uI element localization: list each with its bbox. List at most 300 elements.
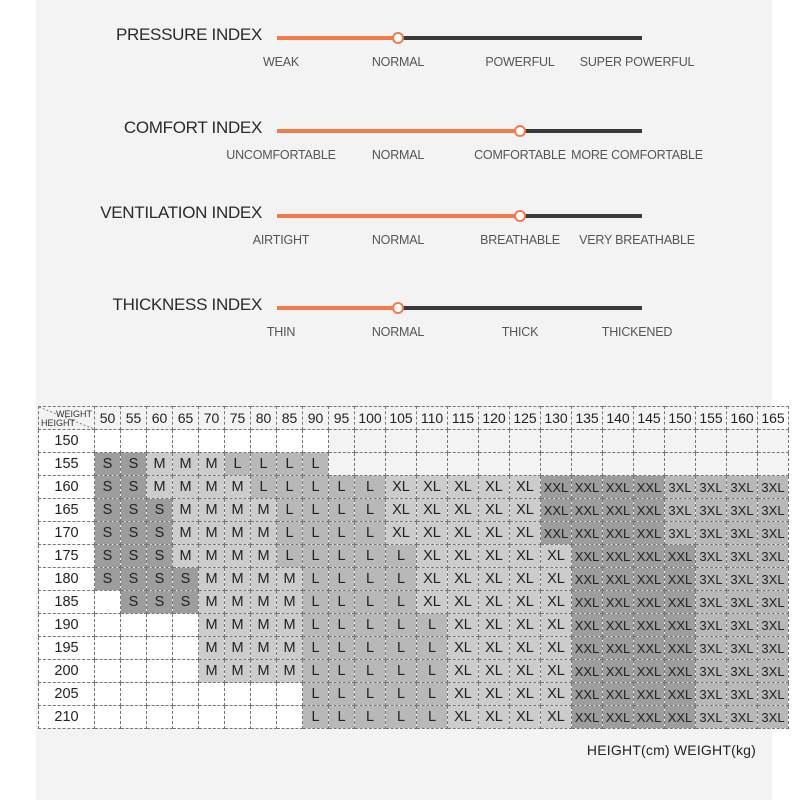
index-fill [277,36,398,40]
height-cell: 150 [39,430,95,453]
size-cell: M [225,568,251,591]
size-cell: L [303,545,329,568]
weight-header-cell: 155 [696,407,727,430]
weight-header-cell: 50 [95,407,121,430]
size-cell: S [95,499,121,522]
size-cell: XL [448,614,479,637]
weight-header-cell: 55 [121,407,147,430]
index-track [277,214,642,218]
size-cell: 3XL [696,591,727,614]
size-cell: L [329,568,355,591]
size-cell: 3XL [727,683,758,706]
size-cell: XXL [665,614,696,637]
size-cell: XXL [572,522,603,545]
size-cell [95,591,121,614]
size-cell: XL [417,591,448,614]
size-cell [541,453,572,476]
weight-header-cell: 115 [448,407,479,430]
size-cell [634,430,665,453]
weight-header-cell: 70 [199,407,225,430]
size-cell: L [303,706,329,729]
size-cell [121,430,147,453]
size-cell [758,453,789,476]
size-cell [251,430,277,453]
weight-header-cell: 135 [572,407,603,430]
size-cell: L [303,476,329,499]
size-cell: M [277,637,303,660]
size-cell [173,683,199,706]
size-cell: XL [479,660,510,683]
size-cell [225,706,251,729]
index-track [277,129,642,133]
size-cell: 3XL [696,660,727,683]
size-cell: L [251,476,277,499]
size-cell: 3XL [727,545,758,568]
size-cell: L [303,453,329,476]
height-cell: 200 [39,660,95,683]
size-cell [95,430,121,453]
size-cell: XXL [572,499,603,522]
size-cell: L [329,637,355,660]
size-cell: XL [386,499,417,522]
size-cell: M [251,499,277,522]
index-level-label: UNCOMFORTABLE [226,148,336,162]
size-cell: 3XL [758,522,789,545]
size-cell: XL [541,660,572,683]
size-cell: L [386,568,417,591]
size-cell: XL [479,614,510,637]
size-cell: XXL [541,522,572,545]
size-cell: XL [510,683,541,706]
size-cell: M [199,591,225,614]
weight-header-cell: 85 [277,407,303,430]
height-cell: 175 [39,545,95,568]
size-cell: L [355,660,386,683]
size-cell [727,453,758,476]
size-cell: M [199,499,225,522]
height-cell: 155 [39,453,95,476]
size-cell: XXL [572,637,603,660]
size-cell: M [225,660,251,683]
size-cell: M [199,637,225,660]
size-cell: M [251,545,277,568]
size-cell: M [225,591,251,614]
size-cell [572,453,603,476]
size-cell: XXL [665,545,696,568]
size-cell: XXL [603,476,634,499]
size-cell: XXL [572,706,603,729]
size-cell: S [121,591,147,614]
size-cell: XXL [634,637,665,660]
size-cell [277,430,303,453]
size-cell: 3XL [727,706,758,729]
size-cell: XL [541,545,572,568]
index-level-label: NORMAL [371,55,425,69]
size-cell: L [329,499,355,522]
table-row [39,614,789,637]
size-cell [225,430,251,453]
size-cell [603,453,634,476]
size-cell: XL [448,591,479,614]
size-cell: M [147,476,173,499]
index-marker [392,302,404,314]
size-cell: XL [417,499,448,522]
size-cell: XL [541,683,572,706]
size-cell: L [355,568,386,591]
size-cell: S [121,522,147,545]
size-cell: M [199,660,225,683]
size-cell: L [355,545,386,568]
size-cell: 3XL [696,568,727,591]
size-cell: 3XL [758,637,789,660]
index-level-label: COMFORTABLE [474,148,566,162]
size-cell: XL [417,522,448,545]
size-cell: S [147,591,173,614]
size-cell: M [277,568,303,591]
weight-header-cell: 60 [147,407,173,430]
size-cell: 3XL [696,545,727,568]
size-cell [479,453,510,476]
size-cell: 3XL [758,706,789,729]
size-cell [510,430,541,453]
height-cell: 185 [39,591,95,614]
size-cell: L [329,591,355,614]
index-level-label: NORMAL [371,233,425,247]
size-cell: M [199,545,225,568]
size-cell: L [417,660,448,683]
index-level-label: AIRTIGHT [252,233,310,247]
size-cell [121,683,147,706]
size-cell: XXL [603,660,634,683]
size-cell: XL [510,706,541,729]
size-cell: S [147,499,173,522]
size-cell: 3XL [758,660,789,683]
corner-weight-label: WEIGHT [56,409,92,419]
size-cell: L [277,453,303,476]
size-cell: L [417,683,448,706]
size-cell: 3XL [758,476,789,499]
size-cell: L [329,683,355,706]
size-cell: XL [417,476,448,499]
table-row [39,545,789,568]
size-cell: M [199,568,225,591]
table-corner [39,407,95,430]
size-cell: XL [386,522,417,545]
size-cell: L [303,637,329,660]
size-cell: L [386,545,417,568]
index-row [0,295,800,355]
size-cell: M [173,476,199,499]
corner-height-label: HEIGHT [41,418,76,428]
weight-header-cell: 120 [479,407,510,430]
size-cell: 3XL [696,499,727,522]
size-cell: L [329,545,355,568]
size-cell [448,453,479,476]
size-cell: XL [479,568,510,591]
size-cell: XXL [634,476,665,499]
size-cell: L [417,637,448,660]
size-cell: 3XL [727,637,758,660]
size-cell: 3XL [696,706,727,729]
size-cell: L [417,614,448,637]
size-cell: XL [479,637,510,660]
size-cell [147,614,173,637]
size-cell: 3XL [727,476,758,499]
table-row [39,568,789,591]
size-cell: L [355,706,386,729]
weight-header-cell: 75 [225,407,251,430]
size-cell: M [251,660,277,683]
size-cell: L [329,706,355,729]
size-cell: M [147,453,173,476]
size-cell: XXL [634,545,665,568]
weight-header-cell: 125 [510,407,541,430]
size-cell: XL [448,660,479,683]
index-level-label: NORMAL [371,325,425,339]
size-cell: XL [510,637,541,660]
size-cell: XXL [572,660,603,683]
size-cell [417,430,448,453]
size-cell: XXL [603,568,634,591]
size-cell: L [355,476,386,499]
size-cell: XL [448,499,479,522]
size-cell [121,637,147,660]
size-cell: XXL [665,637,696,660]
size-cell: XL [510,614,541,637]
size-cell: M [173,545,199,568]
size-cell: XXL [603,499,634,522]
height-cell: 190 [39,614,95,637]
size-cell: S [95,568,121,591]
index-title: COMFORT INDEX [123,118,262,137]
height-cell: 160 [39,476,95,499]
size-cell: L [303,522,329,545]
size-cell [147,430,173,453]
index-row [0,203,800,263]
size-cell [355,453,386,476]
size-cell: L [303,499,329,522]
size-cell [199,683,225,706]
size-cell: M [277,614,303,637]
units-note: HEIGHT(cm) WEIGHT(kg) [586,742,756,758]
size-cell: XL [510,568,541,591]
size-cell: 3XL [665,476,696,499]
size-cell: XL [479,683,510,706]
size-cell: S [95,476,121,499]
size-cell [251,706,277,729]
size-cell: 3XL [758,568,789,591]
size-cell: M [251,614,277,637]
index-row [0,25,800,85]
size-cell: XL [510,591,541,614]
table-row [39,591,789,614]
size-cell: L [386,637,417,660]
size-cell [572,430,603,453]
size-cell: S [121,453,147,476]
size-cell [696,453,727,476]
size-cell: XXL [665,591,696,614]
index-marker [514,210,526,222]
size-cell [95,614,121,637]
weight-header-cell: 105 [386,407,417,430]
index-fill [277,129,520,133]
size-cell: M [251,568,277,591]
size-cell: M [251,637,277,660]
size-cell: S [95,522,121,545]
size-cell: 3XL [727,499,758,522]
size-cell: L [355,499,386,522]
size-cell: L [303,614,329,637]
size-cell: M [251,522,277,545]
size-cell [199,706,225,729]
size-cell: M [225,614,251,637]
index-level-label: POWERFUL [485,55,555,69]
size-cell [479,430,510,453]
weight-header-cell: 160 [727,407,758,430]
index-level-label: VERY BREATHABLE [579,233,695,247]
size-cell [355,430,386,453]
size-cell: XL [448,545,479,568]
size-cell: XXL [572,614,603,637]
size-cell: XL [541,591,572,614]
size-cell: S [121,476,147,499]
size-cell: XXL [634,706,665,729]
size-cell [121,706,147,729]
size-cell: XL [510,545,541,568]
table-row [39,660,789,683]
index-level-label: BREATHABLE [480,233,560,247]
size-cell: XXL [634,499,665,522]
table-row [39,683,789,706]
height-cell: 165 [39,499,95,522]
size-cell: XXL [603,683,634,706]
size-cell [329,430,355,453]
size-cell [634,453,665,476]
size-cell: 3XL [696,476,727,499]
size-cell [173,706,199,729]
index-level-label: THICKENED [601,325,673,339]
size-cell: XL [448,568,479,591]
index-track [277,306,642,310]
size-cell: 3XL [696,614,727,637]
index-level-label: THICK [501,325,539,339]
size-cell: XL [541,637,572,660]
index-level-label: NORMAL [371,148,425,162]
size-cell: 3XL [727,591,758,614]
table-row [39,706,789,729]
size-cell: L [386,660,417,683]
size-cell: L [386,706,417,729]
size-cell: L [277,476,303,499]
size-cell: S [121,545,147,568]
size-cell [386,430,417,453]
size-cell: XL [448,706,479,729]
weight-header-cell: 145 [634,407,665,430]
size-cell [758,430,789,453]
index-title: THICKNESS INDEX [112,295,262,314]
size-cell: L [303,568,329,591]
size-cell: L [355,683,386,706]
size-cell [95,637,121,660]
index-marker [514,125,526,137]
weight-header-cell: 140 [603,407,634,430]
table-row [39,522,789,545]
size-cell: 3XL [727,568,758,591]
size-cell: XL [510,522,541,545]
size-cell: M [225,637,251,660]
size-cell: XXL [665,683,696,706]
size-cell: XXL [572,683,603,706]
size-cell: XXL [572,568,603,591]
size-cell [173,637,199,660]
size-cell: L [277,545,303,568]
size-cell [199,430,225,453]
size-cell: XXL [541,499,572,522]
weight-header-cell: 65 [173,407,199,430]
index-level-label: WEAK [262,55,300,69]
table-row [39,430,789,453]
size-cell: 3XL [696,637,727,660]
size-cell: XXL [634,568,665,591]
size-cell: 3XL [727,522,758,545]
size-cell: M [173,522,199,545]
size-cell: L [329,660,355,683]
size-cell [95,683,121,706]
height-cell: 205 [39,683,95,706]
size-cell: S [121,568,147,591]
table-row [39,476,789,499]
size-cell: XL [479,522,510,545]
index-title: PRESSURE INDEX [115,25,262,44]
size-cell [541,430,572,453]
size-cell: XL [541,614,572,637]
size-cell: L [277,522,303,545]
size-cell: S [121,499,147,522]
table-row [39,499,789,522]
size-cell: XXL [634,660,665,683]
size-cell: L [355,591,386,614]
size-cell: 3XL [758,591,789,614]
size-cell [147,637,173,660]
size-cell: XXL [634,591,665,614]
size-cell: 3XL [665,499,696,522]
size-cell: 3XL [727,660,758,683]
size-cell: L [329,614,355,637]
size-cell: 3XL [696,683,727,706]
size-cell: XL [479,499,510,522]
weight-header-cell: 80 [251,407,277,430]
size-cell: XXL [603,522,634,545]
size-cell [95,660,121,683]
size-cell: XXL [634,683,665,706]
size-cell [303,430,329,453]
size-chart-table [38,406,789,729]
size-cell: 3XL [758,545,789,568]
size-cell: 3XL [758,683,789,706]
size-cell: XL [448,683,479,706]
size-cell: XL [417,568,448,591]
size-cell [173,430,199,453]
height-cell: 180 [39,568,95,591]
weight-header-cell: 165 [758,407,789,430]
size-cell: M [199,453,225,476]
size-cell: XL [510,660,541,683]
size-cell [665,453,696,476]
size-cell: S [147,522,173,545]
size-cell: XL [479,591,510,614]
size-cell [225,683,251,706]
size-cell: XL [386,476,417,499]
